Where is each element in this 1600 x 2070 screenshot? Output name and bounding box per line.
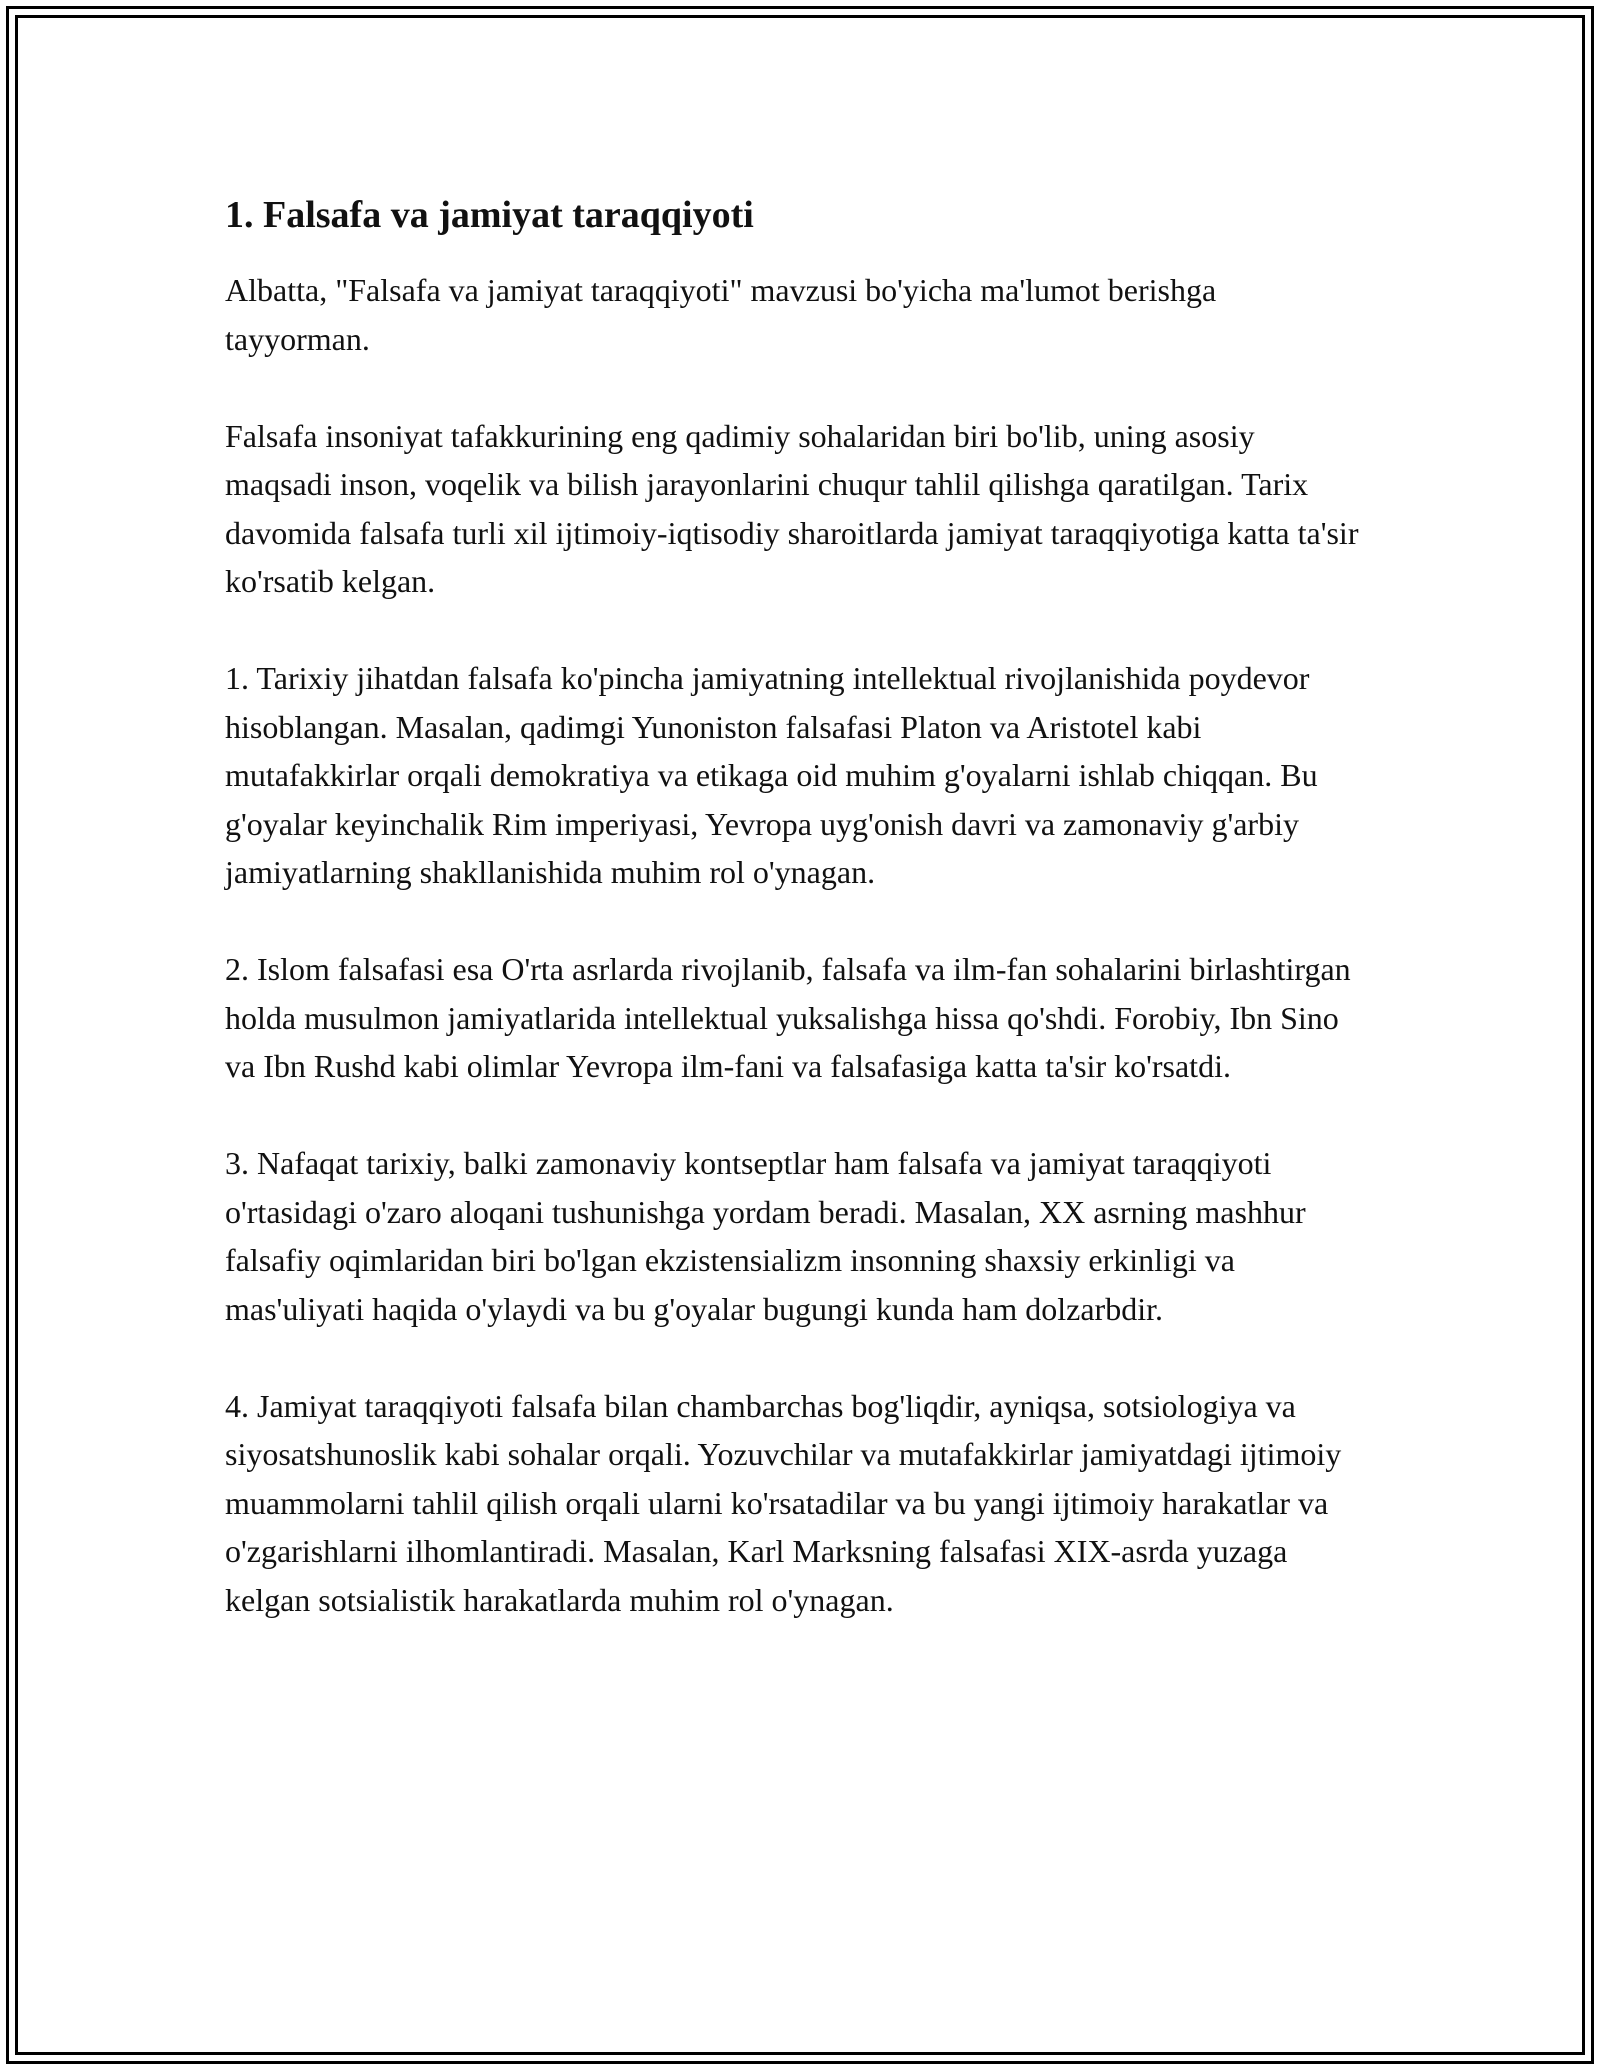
document-body bbox=[225, 190, 1365, 1673]
document-title: 1. Falsafa va jamiyat taraqqiyoti bbox=[225, 194, 754, 236]
intro-paragraph: Albatta, "Falsafa va jamiyat taraqqiyoti" mavzusi bo'yicha ma'lumot berishga tayyorman. bbox=[225, 272, 1217, 357]
overview-paragraph: Falsafa insoniyat tafakkurining eng qadimiy sohalaridan biri bo'lib, uning asosiy maqsadi inson, voqelik va bilish jarayonlarini chuqur tahlil qilishga qaratilgan. Tarix davomida falsafa turli xil ijtimoiy-iqtisodiy sharoitlarda jamiyat taraqqiyotiga katta ta'sir ko'rsatib kelgan. bbox=[225, 417, 1359, 599]
point-3-paragraph: 3. Nafaqat tarixiy, balki zamonaviy kontseptlar ham falsafa va jamiyat taraqqiyoti o'rtasidagi o'zaro aloqani tushunishga yordam beradi. Masalan, XX asrning mashhur falsafiy oqimlaridan biri bo'lgan ekzistensializm insonning shaxsiy erkinligi va mas'uliyati haqida o'ylaydi va bu g'oyalar bugungi kunda ham dolzarbdir. bbox=[225, 1145, 1306, 1327]
point-1-paragraph: 1. Tarixiy jihatdan falsafa ko'pincha jamiyatning intellektual rivojlanishida poydevor hisoblangan. Masalan, qadimgi Yunoniston falsafasi Platon va Aristotel kabi mutafakkirlar orqali demokratiya va etikaga oid muhim g'oyalarni ishlab chiqqan. Bu g'oyalar keyinchalik Rim imperiyasi, Yevropa uyg'onish davri va zamonaviy g'arbiy jamiyatlarning shakllanishida muhim rol o'ynagan. bbox=[225, 660, 1318, 890]
point-2-paragraph: 2. Islom falsafasi esa O'rta asrlarda rivojlanib, falsafa va ilm-fan sohalarini birlashtirgan holda musulmon jamiyatlarida intellektual yuksalishga hissa qo'shdi. Forobiy, Ibn Sino va Ibn Rushd kabi olimlar Yevropa ilm-fani va falsafasiga katta ta'sir ko'rsatdi. bbox=[225, 951, 1351, 1084]
point-4-paragraph: 4. Jamiyat taraqqiyoti falsafa bilan chambarchas bog'liqdir, ayniqsa, sotsiologiya va siyosatshunoslik kabi sohalar orqali. Yozuvchilar va mutafakkirlar jamiyatdagi ijtimoiy muammolarni tahlil qilish orqali ularni ko'rsatadilar va bu yangi ijtimoiy harakatlar va o'zgarishlarni ilhomlantiradi. Masalan, Karl Marksning falsafasi XIX-asrda yuzaga kelgan sotsialistik harakatlarda muhim rol o'ynagan. bbox=[225, 1387, 1342, 1618]
